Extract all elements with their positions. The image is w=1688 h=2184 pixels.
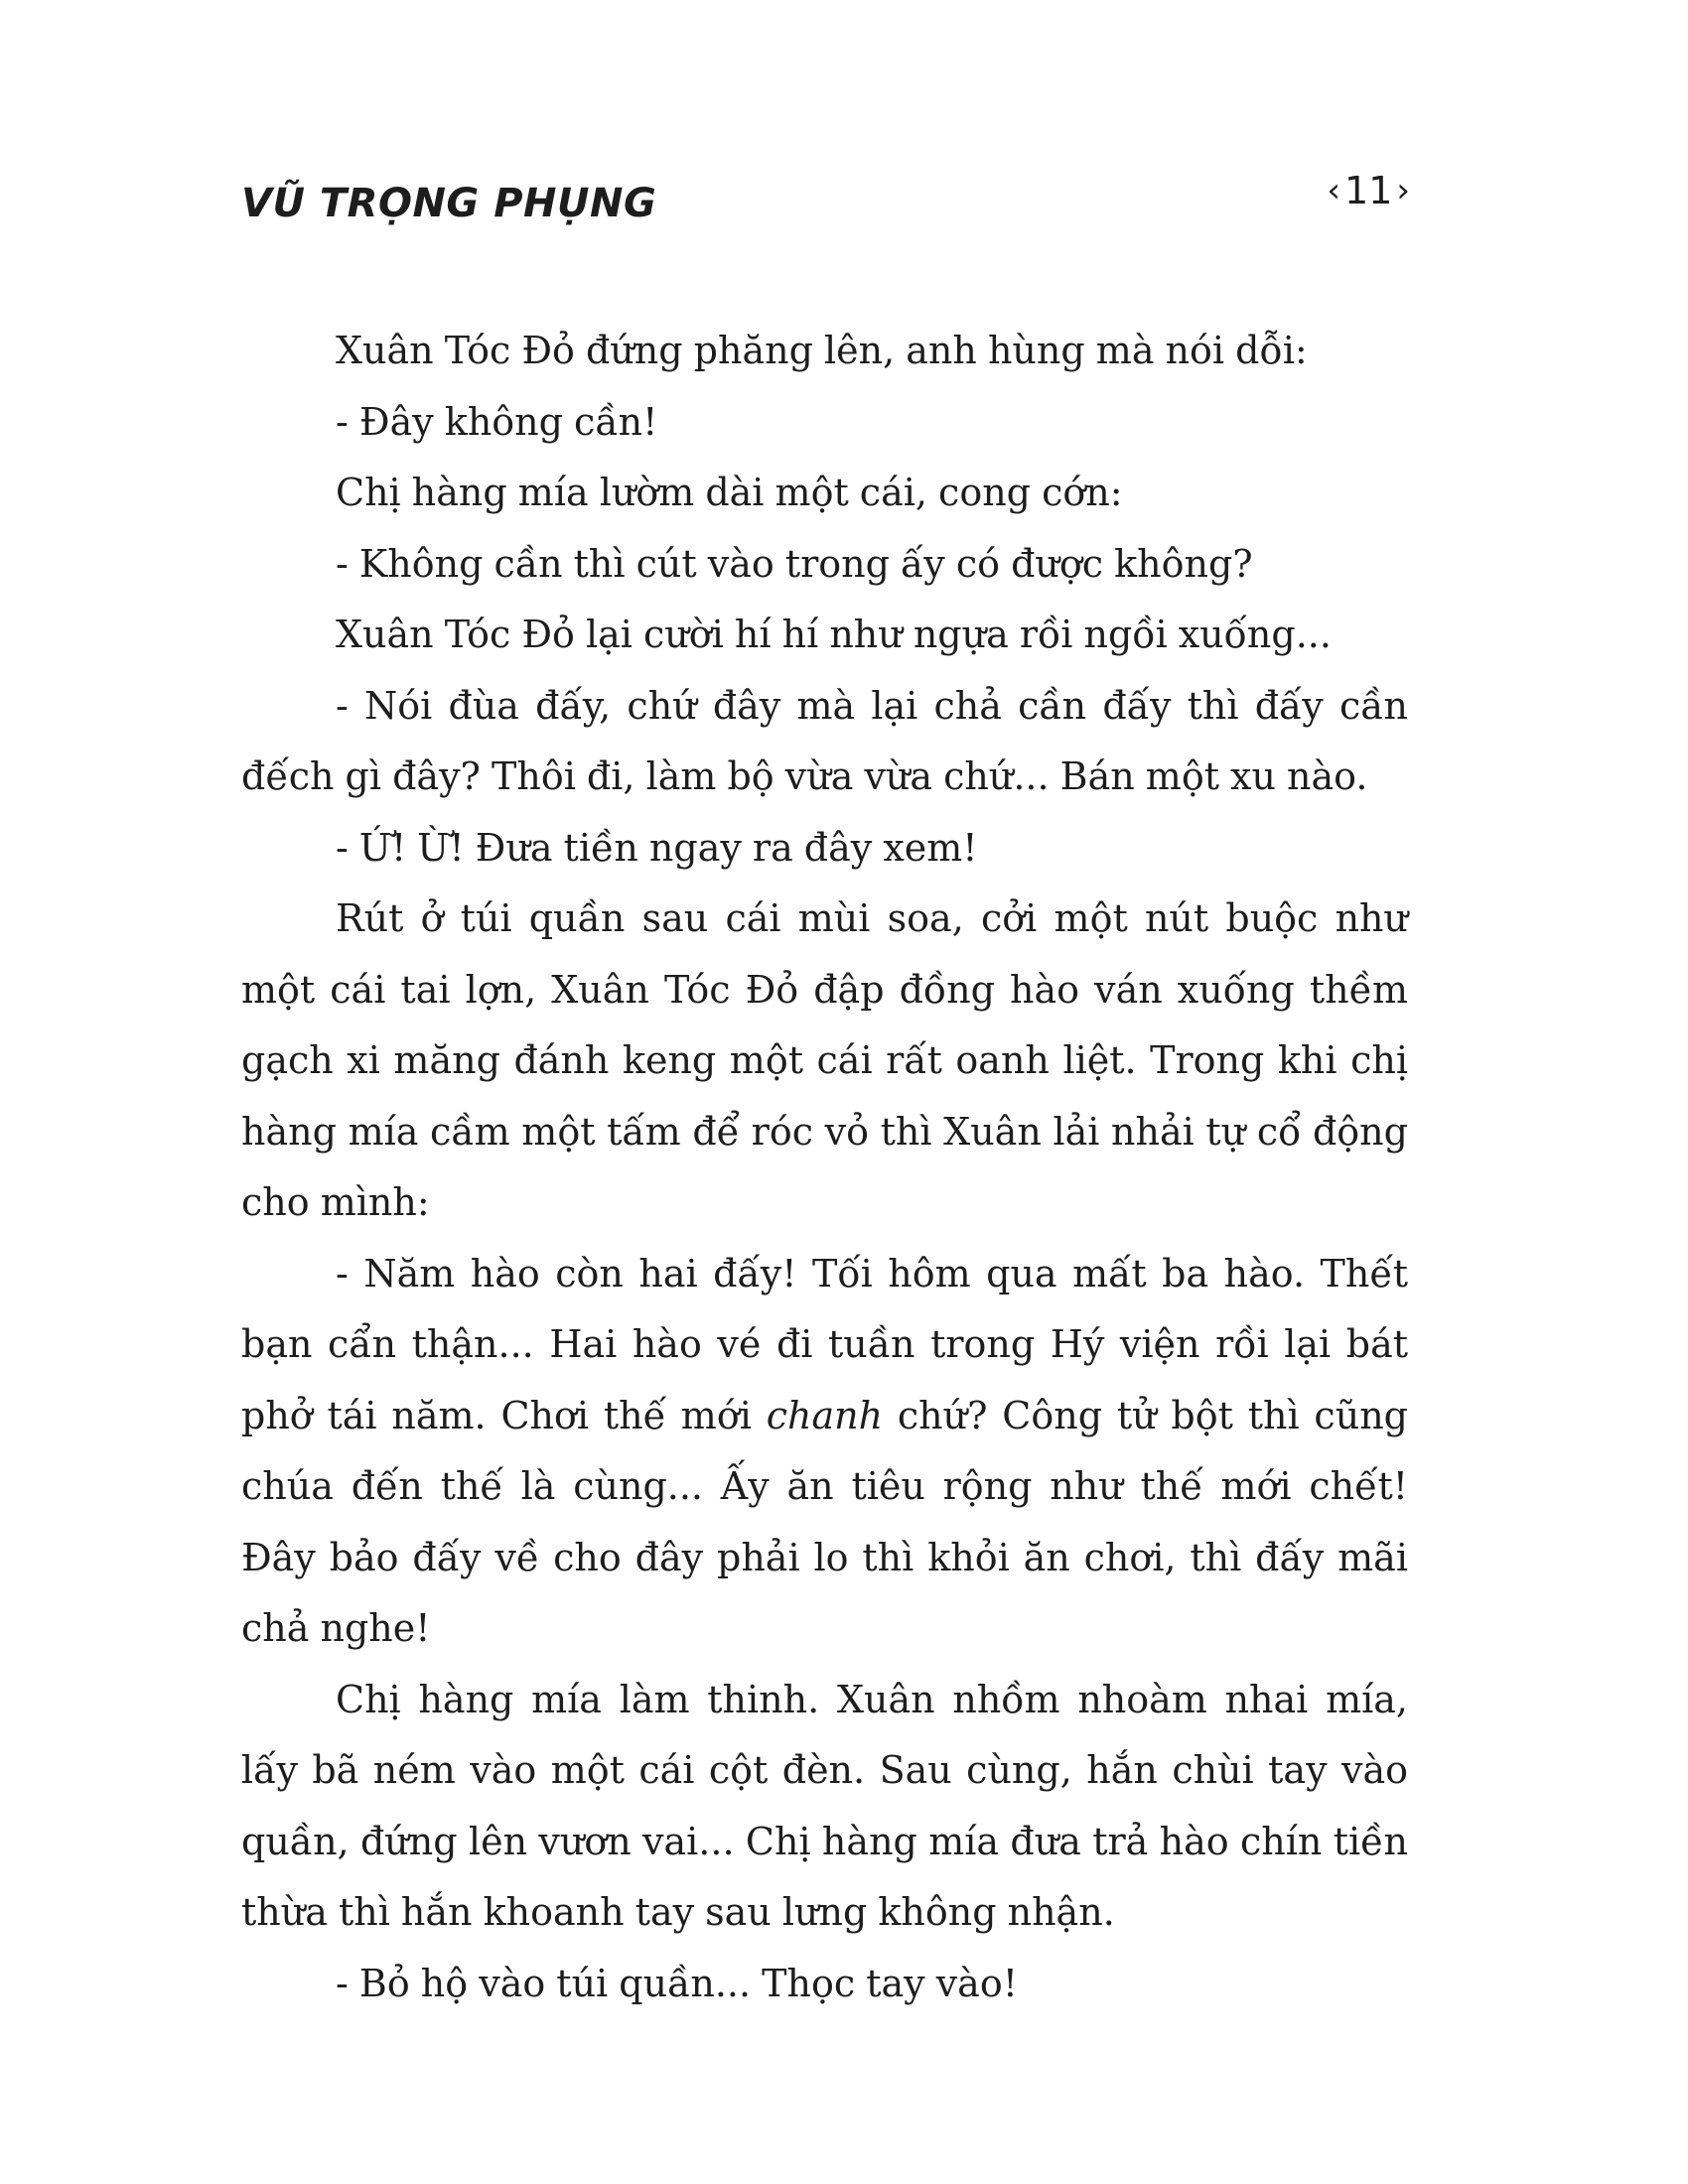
- paragraph: [241, 1239, 1408, 1665]
- paragraph: - Ứ! Ừ! Đưa tiền ngay ra đây xem!: [336, 825, 978, 870]
- paragraph: - Bỏ hộ vào túi quần... Thọc tay vào!: [336, 1961, 1018, 2005]
- page-number-value: 11: [1344, 169, 1393, 212]
- paragraph: Chị hàng mía làm thinh. Xuân nhồm nhoàm nhai mía, lấy bã ném vào một cái cột đèn. Sau cùng, hắn chùi tay vào quần, đứng lên vươn vai... Chị hàng mía đưa trả hào chín tiền thừa thì hắn khoanh tay sau lưng không nhận.: [241, 1677, 1408, 1934]
- paragraph: - Nói đùa đấy, chứ đây mà lại chả cần đấy thì đấy cần đếch gì đây? Thôi đi, làm bộ vừa vừa chứ... Bán một xu nào.: [241, 683, 1408, 798]
- paragraph: Xuân Tóc Đỏ đứng phăng lên, anh hùng mà nói dỗi:: [336, 329, 1308, 372]
- right-chevron-icon: ›: [1396, 171, 1410, 210]
- paragraph: Chị hàng mía lườm dài một cái, cong cớn:: [336, 471, 1123, 514]
- body-text: [241, 316, 1408, 2019]
- paragraph-text: chứ? Công tử bột thì cũng chúa đến thế là cùng... Ấy ăn tiêu rộng như thế mới chết! Đây bảo đấy về cho đây phải lo thì khỏi ăn chơi, thì đấy mãi chả nghe!: [241, 1393, 1408, 1650]
- running-head-author: VŨ TRỌNG PHỤNG: [241, 181, 657, 226]
- paragraph-text: - Năm hào còn hai đấy! Tối hôm qua mất ba hào. Thết bạn cẩn thận... Hai hào vé đi tuần trong Hý viện rồi lại bát phở tái năm. Chơi thế mới: [241, 1251, 1408, 1437]
- paragraph: Xuân Tóc Đỏ lại cười hí hí như ngựa rồi ngồi xuống...: [336, 613, 1332, 656]
- page-header: [241, 169, 1410, 248]
- paragraph: - Đây không cần!: [336, 399, 658, 444]
- left-chevron-icon: ‹: [1327, 171, 1341, 210]
- paragraph: Rút ở túi quần sau cái mùi soa, cởi một nút buộc như một cái tai lợn, Xuân Tóc Đỏ đập đồng hào ván xuống thềm gạch xi măng đánh keng một cái rất oanh liệt. Trong khi chị hàng mía cầm một tấm để róc vỏ thì Xuân lải nhải tự cổ động cho mình:: [241, 896, 1408, 1224]
- italic-word: chanh: [766, 1393, 884, 1437]
- page-number: [1327, 169, 1410, 212]
- paragraph: - Không cần thì cút vào trong ấy có được không?: [336, 541, 1253, 586]
